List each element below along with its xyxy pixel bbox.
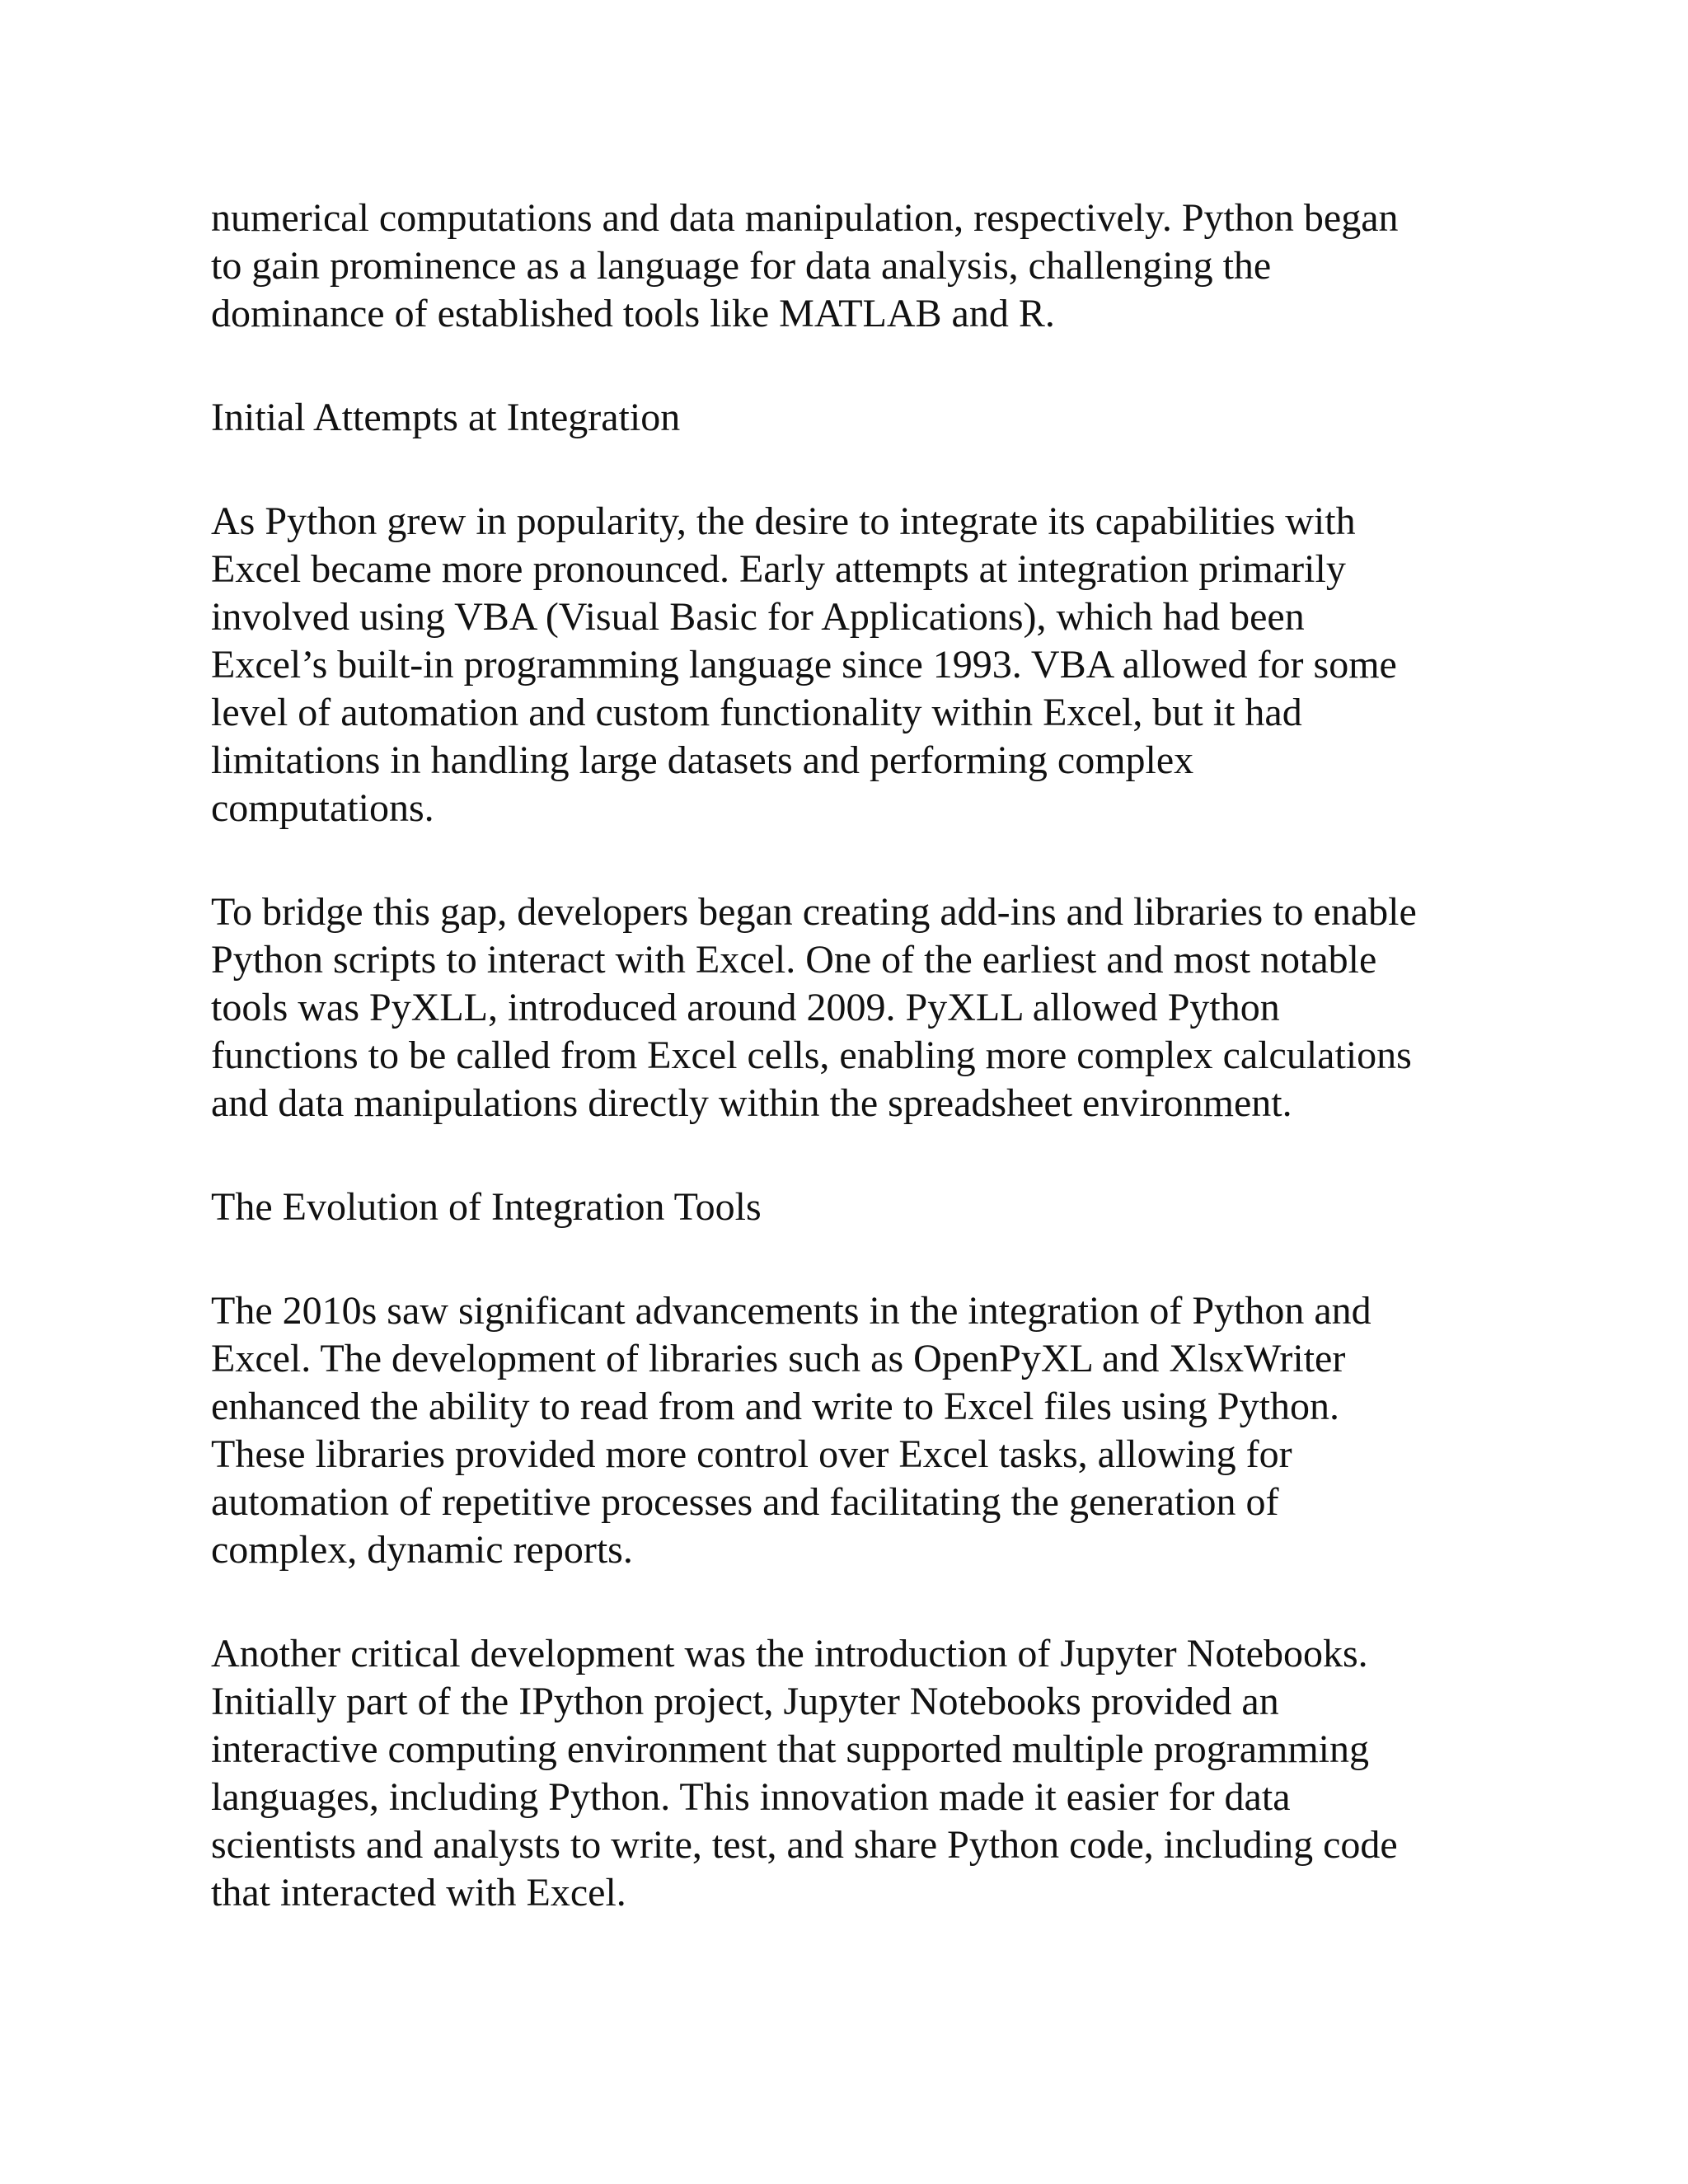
text-line: level of automation and custom functionality within Excel, but it had (211, 691, 1302, 734)
text-line: dominance of established tools like MATLAB and R. (211, 292, 1055, 335)
paragraph-python-prominence (211, 194, 1497, 338)
text-line: and data manipulations directly within the spreadsheet environment. (211, 1081, 1292, 1125)
text-line: enhanced the ability to read from and write to Excel files using Python. (211, 1385, 1339, 1428)
text-line: scientists and analysts to write, test, and share Python code, including code (211, 1823, 1398, 1867)
text-line: The 2010s saw significant advancements in the integration of Python and (211, 1289, 1372, 1333)
text-line: These libraries provided more control over Excel tasks, allowing for (211, 1432, 1292, 1476)
text-line: numerical computations and data manipulation, respectively. Python began (211, 196, 1399, 240)
text-line: To bridge this gap, developers began creating add-ins and libraries to enable (211, 890, 1417, 934)
text-line: that interacted with Excel. (211, 1871, 626, 1915)
text-line: Python scripts to interact with Excel. One of the earliest and most notable (211, 938, 1377, 982)
text-line: tools was PyXLL, introduced around 2009. PyXLL allowed Python (211, 986, 1280, 1029)
text-line: As Python grew in popularity, the desire to integrate its capabilities with (211, 499, 1356, 543)
text-line: automation of repetitive processes and facilitating the generation of (211, 1480, 1279, 1524)
text-line: Excel. The development of libraries such as OpenPyXL and XlsxWriter (211, 1337, 1346, 1380)
paragraph-2010s-libraries (211, 1287, 1497, 1574)
paragraph-pyxll (211, 888, 1497, 1127)
text-line: limitations in handling large datasets and performing complex (211, 738, 1194, 782)
text-line: involved using VBA (Visual Basic for Applications), which had been (211, 595, 1305, 639)
text-line: to gain prominence as a language for data analysis, challenging the (211, 244, 1272, 288)
text-line: Another critical development was the introduction of Jupyter Notebooks. (211, 1632, 1368, 1675)
text-line: complex, dynamic reports. (211, 1528, 633, 1572)
heading-initial-attempts (211, 394, 1497, 442)
text-line: functions to be called from Excel cells, enabling more complex calculations (211, 1033, 1412, 1077)
heading-evolution-tools (211, 1183, 1497, 1231)
text-line: Excel’s built-in programming language since 1993. VBA allowed for some (211, 643, 1397, 687)
paragraph-jupyter (211, 1630, 1497, 1917)
heading-text: The Evolution of Integration Tools (211, 1185, 762, 1229)
paragraph-vba-integration (211, 498, 1497, 832)
text-line: interactive computing environment that supported multiple programming (211, 1727, 1370, 1771)
page-content (211, 194, 1497, 1917)
heading-text: Initial Attempts at Integration (211, 396, 681, 439)
text-line: computations. (211, 786, 434, 830)
text-line: Initially part of the IPython project, Jupyter Notebooks provided an (211, 1680, 1279, 1723)
text-line: languages, including Python. This innovation made it easier for data (211, 1775, 1291, 1819)
text-line: Excel became more pronounced. Early attempts at integration primarily (211, 547, 1346, 591)
